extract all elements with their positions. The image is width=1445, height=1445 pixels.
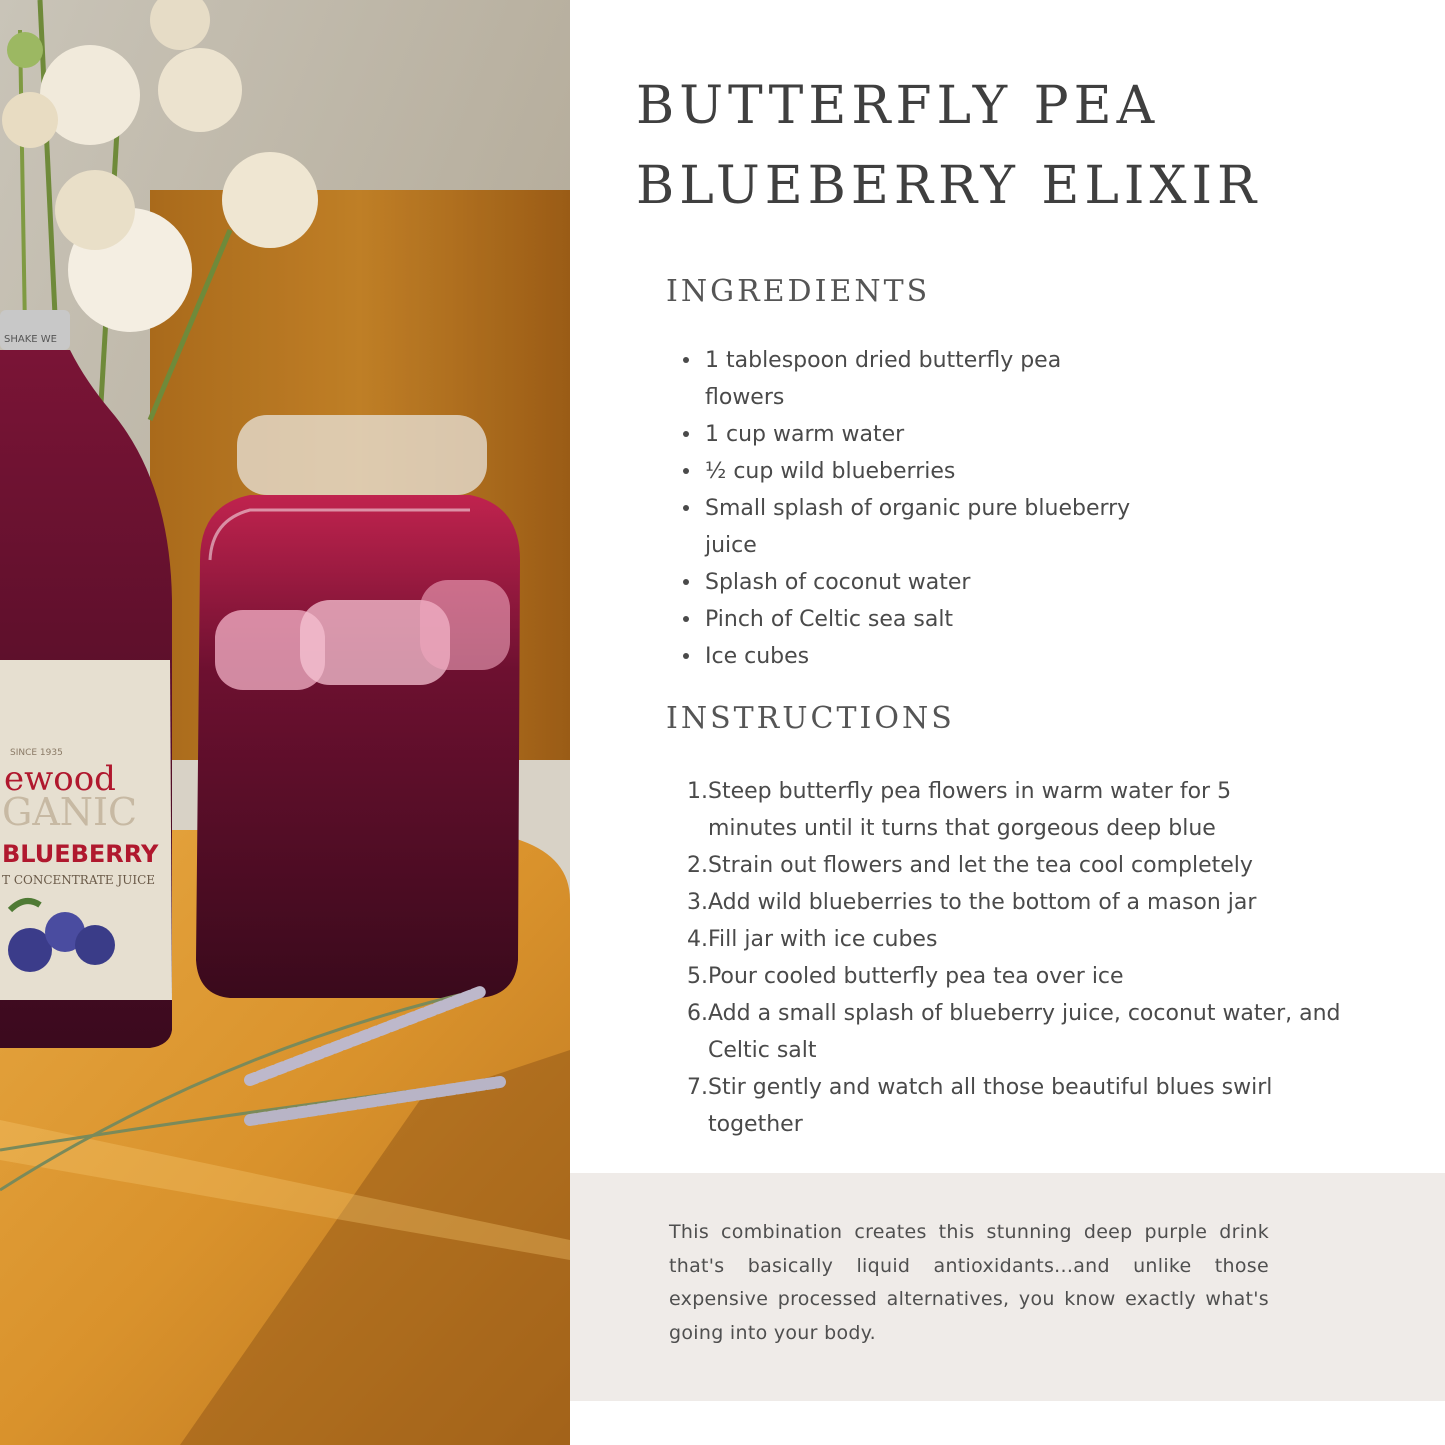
- step-text: Strain out flowers and let the tea cool completely: [708, 853, 1253, 878]
- ingredient-item: 1 tablespoon dried butterfly pea flowers: [705, 342, 1085, 416]
- step-number: 6.: [687, 1001, 708, 1026]
- instruction-step: [687, 995, 1343, 1069]
- recipe-title: [636, 66, 1396, 226]
- step-number: 1.: [687, 779, 708, 804]
- step-text: Stir gently and watch all those beautiful blues swirl together: [708, 1075, 1273, 1137]
- step-number: 7.: [687, 1075, 708, 1100]
- step-text: Steep butterfly pea flowers in warm water for 5 minutes until it turns that gorgeous deep blue: [708, 779, 1232, 841]
- ingredient-item: Pinch of Celtic sea salt: [705, 601, 1175, 638]
- ingredient-item: ½ cup wild blueberries: [705, 453, 1175, 490]
- recipe-photo: [0, 0, 570, 1445]
- step-text: Fill jar with ice cubes: [708, 927, 938, 952]
- step-text: Pour cooled butterfly pea tea over ice: [708, 964, 1124, 989]
- ingredient-item: 1 cup warm water: [705, 416, 1175, 453]
- closing-note: This combination creates this stunning deep purple drink that's basically liquid antioxidants...and unlike those expensive processed alternatives, you know exactly what's going into your body.: [669, 1221, 1269, 1344]
- step-number: 2.: [687, 853, 708, 878]
- note-band: [570, 1173, 1445, 1401]
- instruction-step: [687, 773, 1268, 847]
- instruction-step: [687, 847, 1343, 884]
- instruction-step: [687, 884, 1343, 921]
- mason-jar: [196, 415, 520, 998]
- label-brand-text: ewood: [4, 759, 116, 799]
- instruction-step: [687, 958, 1343, 995]
- instructions-list: [687, 773, 1343, 1143]
- ingredient-item: Small splash of organic pure blueberry juice: [705, 490, 1165, 564]
- label-blueberry-text: BLUEBERRY: [2, 840, 159, 868]
- step-number: 5.: [687, 964, 708, 989]
- step-number: 4.: [687, 927, 708, 952]
- title-line-1: BUTTERFLY PEA: [636, 76, 1160, 136]
- step-text: Add wild blueberries to the bottom of a mason jar: [708, 890, 1257, 915]
- instruction-step: [687, 921, 1343, 958]
- step-text: Add a small splash of blueberry juice, coconut water, and Celtic salt: [708, 1001, 1341, 1063]
- title-line-2: BLUEBERRY ELIXIR: [636, 156, 1262, 216]
- instructions-heading: INSTRUCTIONS: [666, 701, 955, 736]
- ingredients-list: [705, 342, 1175, 675]
- label-concentrate-text: T CONCENTRATE JUICE: [2, 873, 156, 887]
- ingredient-item: Splash of coconut water: [705, 564, 1175, 601]
- label-organic-text: GANIC: [2, 790, 138, 834]
- ingredient-item: Ice cubes: [705, 638, 1175, 675]
- ingredients-heading: INGREDIENTS: [666, 274, 931, 309]
- label-since-text: SINCE 1935: [10, 748, 63, 758]
- step-number: 3.: [687, 890, 708, 915]
- instruction-step: [687, 1069, 1318, 1143]
- cap-text: SHAKE WE: [4, 334, 57, 345]
